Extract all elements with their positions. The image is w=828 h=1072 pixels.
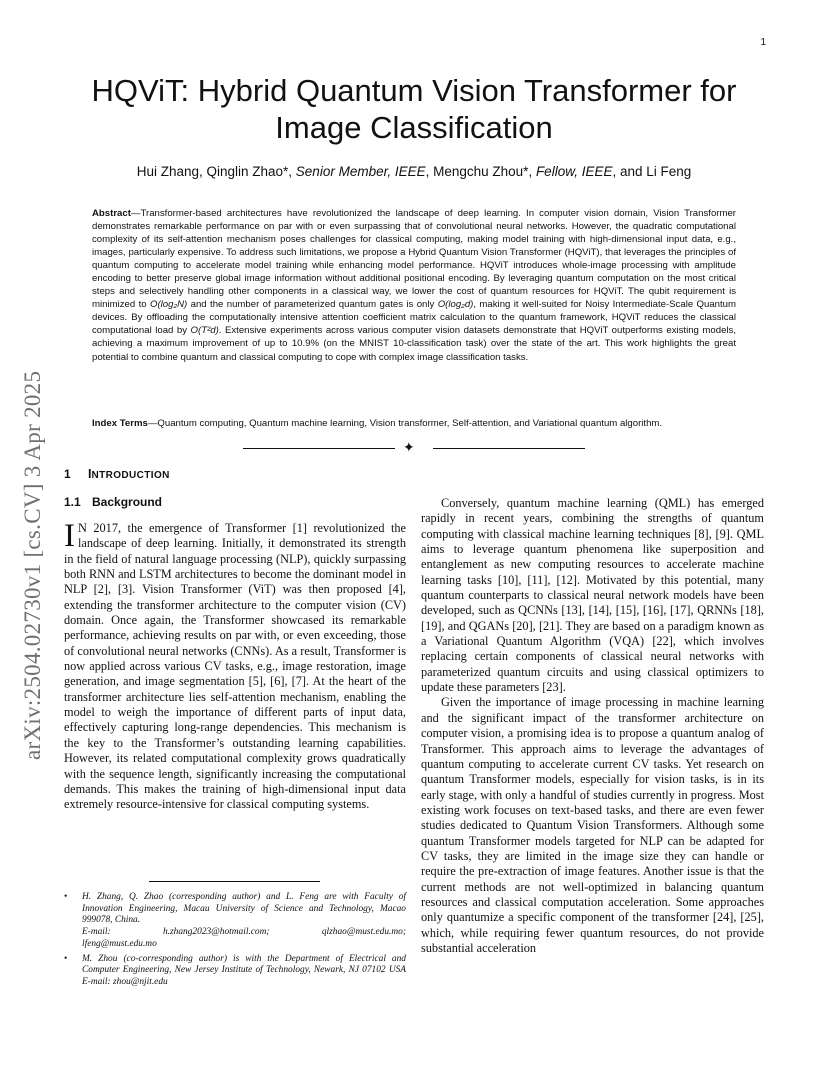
- left-column-body: N 2017, the emergence of Transformer [1] revolutionized the landscape of deep learning. Initially, it demonstrated its strength in the field of natural language processing (NLP), quickly surpassing both RNN and LSTM architectures to become the dominant model in NLP [2], [3]. Vision Transformer (ViT) was then proposed [4], extending the transformer architecture to the computer vision (CV) domain. Once again, the Transformer showcased its remarkable performance, achieving results on par with, or even exceeding, those of convolutional neural networks (CNNs). As a result, Transformer is now applied across various CV tasks, e.g., image restoration, image generation, and image segmentation [5], [6], [7]. At the heart of the transformer architecture lies self-attention mechanism, enabling the model to weigh the importance of different parts of input data, effectively capturing long-range dependencies. This mechanism is the key to the Transformer’s outstanding learning capabilities. However, its related computational complexity grows quadratically with the sequence length, significantly increasing the computational demands. This makes the training of high-dimensional input data extremely resource-intensive for classical computing systems.: [64, 521, 406, 812]
- index-terms-label: Index Terms: [92, 418, 148, 429]
- subsection-title: Background: [92, 495, 163, 509]
- section-number: 1: [64, 467, 71, 481]
- drop-cap: I: [64, 518, 75, 554]
- footnote-affiliation-1: [64, 892, 406, 951]
- section-title-rest: NTRODUCTION: [91, 470, 170, 481]
- section-divider: [243, 440, 585, 456]
- divider-line-left: [243, 448, 395, 449]
- footnotes: [64, 892, 406, 992]
- footnote-email-2: qlzhao@must.edu.mo;: [321, 927, 406, 938]
- footnote-email-3: lfeng@must.edu.mo: [82, 938, 157, 949]
- abstract-text-2: and the number of parameterized quantum gates is only: [187, 299, 438, 311]
- title-line-2: Image Classification: [275, 110, 553, 145]
- abstract-text-1: —Transformer-based architectures have revolutionized the landscape of deep learning. In computer vision domain, Vision Transformer demonstrates remarkable performance on par with or even surpassing that of convolutional neural networks. However, the quadratic computational complexity of its self-attention mechanism poses challenges for classical computing, making model training with high-dimensional input data, e.g., images, particularly expensive. To address such limitations, we propose a Hybrid Quantum Vision Transformer (HQViT), that leverages the principles of quantum computing to accelerate model training while enhancing model performance. HQViT introduces whole-image processing with amplitude encoding to better preserve global image information without additional positional encoding. By leveraging quantum computation on the most critical steps and selectively handling other components in a classical way, we lower the cost of quantum resources for HQViT. The qubit requirement is minimized to: [92, 208, 736, 311]
- author-list: [60, 164, 768, 179]
- divider-star-icon: ✦: [403, 440, 415, 456]
- abstract-text-5: (on the MNIST 10-classification task) over the state of the art. This work highlights the great potential to combine quantum and classical computing to cope with complex image classification tasks.: [92, 338, 736, 363]
- footnote-affiliation-2: [64, 954, 406, 989]
- section-heading: [64, 467, 170, 481]
- arxiv-stamp-text: arXiv:2504.02730v1 [cs.CV] 3 Apr 2025: [20, 370, 45, 760]
- index-terms: [92, 417, 736, 430]
- right-column-paragraph-1: Conversely, quantum machine learning (QML) has emerged rapidly in recent years, combining the strengths of quantum computing with classical machine learning techniques [8], [9]. QML aims to leverage quantum phenomena like superposition and entanglement as new computing resources to accelerate machine learning tasks [10], [11], [12]. Motivated by this potential, many quantum counterparts to classical neural network models have been developed, such as QCNNs [13], [14], [15], [16], [17], QRNNs [18], [19], and QGANs [20], [21]. They are based on a paradigm known as a Variational Quantum Algorithm (VQA) [22], which involves replacing certain components of classical neural networks with parameterized quantum circuits and using classical optimizers to update these parameters [23].: [421, 496, 764, 695]
- title-line-1: HQViT: Hybrid Quantum Vision Transformer for: [91, 73, 737, 108]
- left-column-text: [64, 518, 406, 813]
- abstract-text-3: , making it well-suited for Noisy Intermediate-Scale Quantum devices. By offloading the computationally intensive attention coefficient matrix calculation to the quantum framework, HQViT reduces the classical computational load by: [92, 299, 737, 337]
- abstract-text-4: . Extensive experiments across various computer vision datasets demonstrate that HQViT outperforms existing models, achieving a maximum improvement of up to: [92, 325, 736, 350]
- abstract-math-2: O(log₂d): [437, 299, 474, 311]
- authors-part-3: , and Li Feng: [612, 164, 692, 179]
- subsection-number: 1.1: [64, 495, 81, 509]
- footnote-email-row: [82, 927, 406, 939]
- footnote-rule: [149, 881, 320, 882]
- paper-title: [60, 72, 768, 146]
- arxiv-stamp: [20, 290, 50, 760]
- abstract-label: Abstract: [92, 208, 131, 219]
- index-terms-text: —Quantum computing, Quantum machine learning, Vision transformer, Self-attention, and Variational quantum algorithm.: [147, 418, 663, 429]
- footnote-email-1: h.zhang2023@hotmail.com;: [162, 927, 270, 938]
- abstract-math-4: 10.9%: [291, 338, 320, 350]
- right-column-text: [421, 496, 764, 956]
- authors-role-1: Senior Member, IEEE: [295, 164, 426, 179]
- abstract: [92, 207, 736, 364]
- section-title-first: I: [88, 467, 92, 481]
- footnote-email-label: E-mail:: [82, 927, 111, 938]
- footnote-bullet: •: [64, 953, 68, 964]
- footnote-text: H. Zhang, Q. Zhao (corresponding author) and L. Feng are with Faculty of Innovation Engineering, Macau University of Science and Technology, Macao 999078, China.: [82, 892, 406, 926]
- authors-role-2: Fellow, IEEE: [535, 164, 613, 179]
- page-number: 1: [760, 37, 766, 48]
- subsection-heading: [64, 495, 162, 509]
- right-column-paragraph-2: Given the importance of image processing in machine learning and the significant impact of the transformer architecture on computer vision, a promising idea is to propose a quantum analog of Transformer. This approach aims to leverage the advantages of quantum computing to accelerate current CV tasks. Yet research on quantum Transformer models, especially for vision tasks, is in its early stage, with only a handful of studies currently in progress. Most existing work focuses on text-based tasks, and there are even fewer studies dedicated to Quantum Vision Transformers. Although some quantum Transformer models targeted for NLP can be adapted for CV tasks, they are limited in the image size they can handle or require the pre-extraction of image features. Another issue is that the current methods are not well-optimized in balancing quantum resources and classical computation acceleration. Some approaches only quantumize a specific component of the transformer [24], [25], which, while requiring fewer quantum resources, do not provide substantial acceleration: [421, 695, 764, 955]
- authors-part-1: Hui Zhang, Qinglin Zhao*,: [136, 164, 296, 179]
- authors-part-2: , Mengchu Zhou*,: [425, 164, 536, 179]
- divider-line-right: [433, 448, 585, 449]
- footnote-bullet: •: [64, 892, 68, 902]
- abstract-math-3: O(T²d): [190, 325, 219, 337]
- footnote-text: M. Zhou (co-corresponding author) is with the Department of Electrical and Computer Engineering, New Jersey Institute of Technology, Newark, NJ 07102 USA E-mail: zhou@njit.edu: [82, 953, 406, 987]
- abstract-math-1: O(log₂N): [149, 299, 188, 311]
